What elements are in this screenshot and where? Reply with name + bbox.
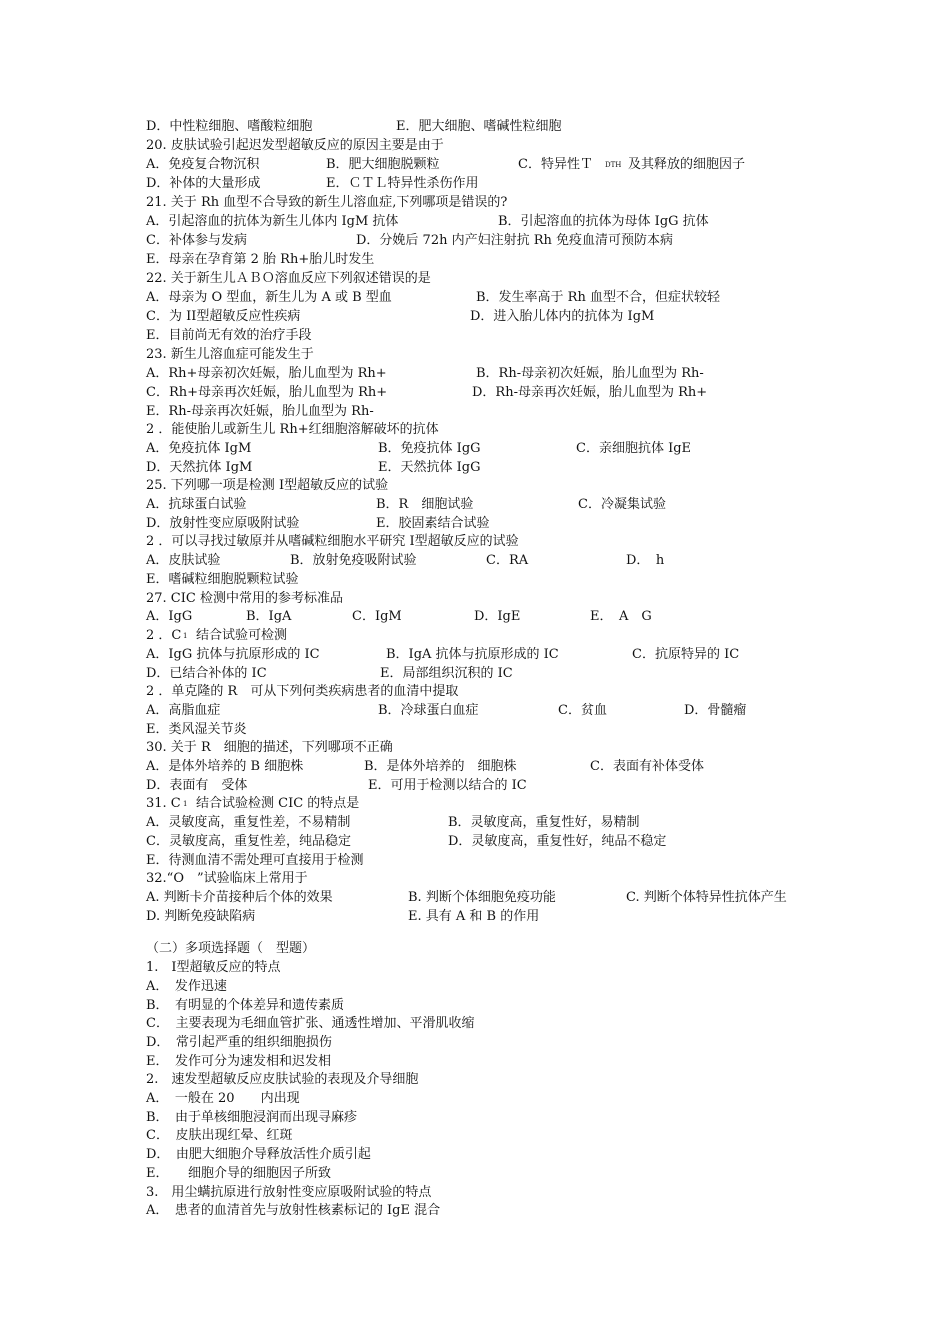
line-segment: C． 皮肤出现红晕、红斑	[146, 1128, 293, 1143]
line-segment: D．骨髓瘤	[684, 703, 747, 718]
line-segment: E． 细胞介导的细胞因子所致	[146, 1166, 331, 1181]
line-segment: A. 判断卡介苗接种后个体的效果	[146, 890, 333, 905]
line-segment: 2 ．单克隆的 R 可从下列何类疾病患者的血清中提取	[146, 684, 459, 699]
line-segment: 结合试验检测 CIC 的特点是	[196, 796, 360, 811]
line-segment: A．引起溶血的抗体为新生儿体内 IgM 抗体	[146, 214, 399, 229]
line-segment: E．类风湿关节炎	[146, 722, 247, 737]
line-segment: C．IgM	[352, 609, 402, 624]
line-segment: B．R 细胞试验	[376, 497, 474, 512]
line-segment: 3. 用尘螨抗原进行放射性变应原吸附试验的特点	[146, 1185, 432, 1200]
line-segment: 30. 关于 R 细胞的描述，下列哪项不正确	[146, 740, 393, 755]
line-segment: A． 一般在 20 内出现	[146, 1091, 300, 1106]
line-segment: D．IgE	[474, 609, 521, 624]
line-segment: D． 常引起严重的组织细胞损伤	[146, 1035, 332, 1050]
line-segment: B．肥大细胞脱颗粒	[326, 157, 440, 172]
subscript-text: 1	[183, 632, 188, 640]
line-segment: E．母亲在孕育第 2 胎 Rh+胎儿时发生	[146, 252, 375, 267]
line-segment: B. 判断个体细胞免疫功能	[408, 890, 556, 905]
line-segment: A． 发作迅速	[146, 979, 227, 994]
line-segment: D. 判断免疫缺陷病	[146, 909, 256, 924]
subscript-text: DTH	[605, 161, 622, 169]
line-segment: B．冷球蛋白血症	[378, 703, 479, 718]
line-segment: E．可用于检测以结合的 IC	[368, 778, 527, 793]
line-segment: B．是体外培养的 细胞株	[364, 759, 517, 774]
line-segment: D．表面有 受体	[146, 778, 248, 793]
line-segment: A．皮肤试验	[146, 553, 221, 568]
line-segment: D．Rh-母亲再次妊娠，胎儿血型为 Rh+	[472, 385, 708, 400]
line-segment: 及其释放的细胞因子	[628, 157, 746, 172]
line-segment: B．灵敏度高，重复性好，易精制	[448, 815, 640, 830]
line-segment: 2 ．C	[146, 628, 182, 643]
line-segment: C．冷凝集试验	[578, 497, 666, 512]
line-segment: E．嗜碱粒细胞脱颗粒试验	[146, 572, 299, 587]
line-segment: C．补体参与发病	[146, 233, 247, 248]
line-segment: B．放射免疫吸附试验	[290, 553, 417, 568]
line-segment: E． 发作可分为速发相和迟发相	[146, 1054, 331, 1069]
line-segment: E． A G	[590, 609, 652, 624]
line-segment: E．胶固素结合试验	[376, 516, 490, 531]
line-segment: 27. CIC 检测中常用的参考标准品	[146, 591, 343, 606]
line-segment: 21. 关于 Rh 血型不合导致的新生儿溶血症,下列哪项是错误的?	[146, 195, 508, 210]
line-segment: B． 由于单核细胞浸润而出现寻麻疹	[146, 1110, 358, 1125]
line-segment: E．ＣＴＬ特异性杀伤作用	[326, 176, 479, 191]
line-segment: 结合试验可检测	[196, 628, 288, 643]
line-segment: E．Rh-母亲再次妊娠，胎儿血型为 Rh-	[146, 404, 374, 419]
line-segment: A．是体外培养的 B 细胞株	[146, 759, 304, 774]
line-segment: E．天然抗体 IgG	[378, 460, 481, 475]
line-segment: 2 ．能使胎儿或新生儿 Rh+红细胞溶解破坏的抗体	[146, 422, 439, 437]
line-segment: 22. 关于新生儿ＡＢＯ溶血反应下列叙述错误的是	[146, 271, 431, 286]
line-segment: E．目前尚无有效的治疗手段	[146, 328, 312, 343]
line-segment: 2. 速发型超敏反应皮肤试验的表现及介导细胞	[146, 1072, 419, 1087]
line-segment: C．表面有补体受体	[590, 759, 704, 774]
line-segment: B． 有明显的个体差异和遗传素质	[146, 998, 345, 1013]
line-segment: C． 主要表现为毛细血管扩张、通透性增加、平滑肌收缩	[146, 1016, 475, 1031]
line-segment: D． h	[626, 553, 665, 568]
line-segment: D． 由肥大细胞介导释放活性介质引起	[146, 1147, 371, 1162]
line-segment: E．待测血清不需处理可直接用于检测	[146, 853, 364, 868]
line-segment: 31. C	[146, 796, 181, 811]
line-segment: D．分娩后 72h 内产妇注射抗 Rh 免疫血清可预防本病	[356, 233, 674, 248]
line-segment: 32.“O ”试验临床上常用于	[146, 871, 308, 886]
line-segment: C．灵敏度高，重复性差，纯品稳定	[146, 834, 351, 849]
line-segment: D．天然抗体 IgM	[146, 460, 253, 475]
line-segment: B．引起溶血的抗体为母体 IgG 抗体	[498, 214, 709, 229]
line-segment: D．灵敏度高，重复性好，纯品不稳定	[448, 834, 667, 849]
line-segment: C．贫血	[558, 703, 607, 718]
line-segment: D．进入胎儿体内的抗体为 IgM	[470, 309, 655, 324]
line-segment: A．灵敏度高，重复性差，不易精制	[146, 815, 351, 830]
line-segment: B．免疫抗体 IgG	[378, 441, 481, 456]
line-segment: C．特异性Ｔ	[518, 157, 593, 172]
line-segment: D．补体的大量形成	[146, 176, 261, 191]
line-segment: C．Rh+母亲再次妊娠，胎儿血型为 Rh+	[146, 385, 388, 400]
line-segment: （二）多项选择题（ 型题）	[146, 941, 316, 956]
line-segment: A．免疫抗体 IgM	[146, 441, 252, 456]
line-segment: B．发生率高于 Rh 血型不合，但症状较轻	[476, 290, 720, 305]
line-segment: C．亲细胞抗体 IgE	[576, 441, 692, 456]
line-segment: A． 患者的血清首先与放射性核素标记的 IgE 混合	[146, 1203, 441, 1218]
line-segment: E．局部组织沉积的 IC	[380, 666, 513, 681]
line-segment: D．中性粒细胞、嗜酸粒细胞	[146, 119, 313, 134]
line-segment: D．已结合补体的 IC	[146, 666, 267, 681]
line-segment: 23. 新生儿溶血症可能发生于	[146, 347, 314, 362]
line-segment: D．放射性变应原吸附试验	[146, 516, 300, 531]
line-segment: A．Rh+母亲初次妊娠，胎儿血型为 Rh+	[146, 366, 387, 381]
line-segment: E. 具有 A 和 B 的作用	[408, 909, 540, 924]
line-segment: A．IgG	[146, 609, 193, 624]
line-segment: 2 ．可以寻找过敏原并从嗜碱粒细胞水平研究 I型超敏反应的试验	[146, 534, 519, 549]
line-segment: B．Rh-母亲初次妊娠，胎儿血型为 Rh-	[476, 366, 704, 381]
line-segment: C．抗原特异的 IC	[632, 647, 740, 662]
line-segment: A．抗球蛋白试验	[146, 497, 247, 512]
line-segment: A．母亲为 O 型血，新生儿为 A 或 B 型血	[146, 290, 392, 305]
line-segment: A．免疫复合物沉积	[146, 157, 260, 172]
line-segment: 1. I型超敏反应的特点	[146, 960, 281, 975]
line-segment: 20. 皮肤试验引起迟发型超敏反应的原因主要是由于	[146, 138, 444, 153]
line-segment: B．IgA 抗体与抗原形成的 IC	[386, 647, 559, 662]
line-segment: A．高脂血症	[146, 703, 221, 718]
line-segment: C．为 II型超敏反应性疾病	[146, 309, 301, 324]
line-segment: 25. 下列哪一项是检测 I型超敏反应的试验	[146, 478, 389, 493]
line-segment: E．肥大细胞、嗜碱性粒细胞	[396, 119, 562, 134]
line-segment: B．IgA	[246, 609, 292, 624]
line-segment: C．RA	[486, 553, 529, 568]
subscript-text: 1	[183, 800, 188, 808]
line-segment: A．IgG 抗体与抗原形成的 IC	[146, 647, 320, 662]
line-segment: C. 判断个体特异性抗体产生	[626, 890, 787, 905]
